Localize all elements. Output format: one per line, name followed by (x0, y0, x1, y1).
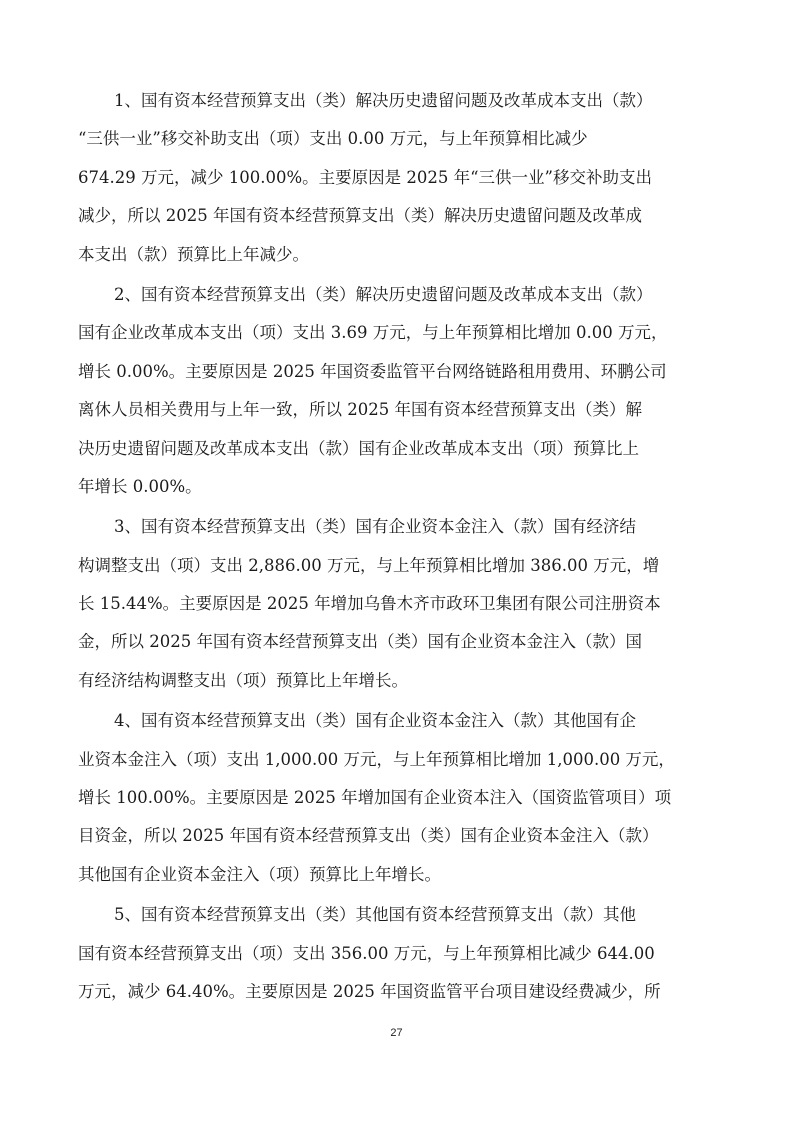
text-line: 长 15.44%。主要原因是 2025 年增加乌鲁木齐市政环卫集团有限公司注册资本 (78, 594, 661, 614)
document-body (78, 82, 718, 1013)
text-line: 5、国有资本经营预算支出（类）其他国有资本经营预算支出（款）其他 (114, 905, 636, 925)
text-line: 国有企业改革成本支出（项）支出 3.69 万元，与上年预算相比增加 0.00 万元， (78, 323, 668, 343)
text-line: 构调整支出（项）支出 2,886.00 万元，与上年预算相比增加 386.00 万元，增 (78, 555, 660, 575)
text-line: 3、国有资本经营预算支出（类）国有企业资本金注入（款）国有经济结 (114, 517, 636, 537)
text-line: 国有资本经营预算支出（项）支出 356.00 万元，与上年预算相比减少 644.00 (78, 943, 655, 963)
text-line: 1、国有资本经营预算支出（类）解决历史遗留问题及改革成本支出（款） (114, 91, 653, 110)
text-line: 决历史遗留问题及改革成本支出（款）国有企业改革成本支出（项）预算比上 (78, 438, 639, 458)
text-line: 减少，所以 2025 年国有资本经营预算支出（类）解决历史遗留问题及改革成 (78, 206, 642, 226)
text-line: “三供一业”移交补助支出（项）支出 0.00 万元，与上年预算相比减少 (78, 129, 588, 149)
paragraph-item-5 (78, 896, 718, 1011)
text-line: 目资金，所以 2025 年国有资本经营预算支出（类）国有企业资本金注入（款） (78, 826, 659, 846)
page-number: 27 (390, 1027, 403, 1039)
paragraph-item-2 (78, 276, 718, 506)
paragraph-item-4 (78, 702, 718, 894)
text-line: 增长 0.00%。主要原因是 2025 年国资委监管平台网络链路租用费用、环鹏公司 (78, 361, 667, 381)
text-line: 金，所以 2025 年国有资本经营预算支出（类）国有企业资本金注入（款）国 (78, 632, 642, 652)
text-line: 4、国有资本经营预算支出（类）国有企业资本金注入（款）其他国有企 (114, 711, 636, 731)
text-line: 离休人员相关费用与上年一致，所以 2025 年国有资本经营预算支出（类）解 (78, 400, 642, 420)
text-line: 万元，减少 64.40%。主要原因是 2025 年国资监管平台项目建设经费减少，所 (78, 981, 661, 1001)
text-line: 本支出（款）预算比上年减少。 (78, 244, 309, 264)
text-line: 年增长 0.00%。 (78, 476, 202, 496)
text-line: 674.29 万元，减少 100.00%。主要原因是 2025 年“三供一业”移交补助支出 (78, 167, 652, 187)
text-line: 其他国有企业资本金注入（项）预算比上年增长。 (78, 864, 441, 884)
text-line: 有经济结构调整支出（项）预算比上年增长。 (78, 670, 408, 690)
text-line: 增长 100.00%。主要原因是 2025 年增加国有企业资本注入（国资监管项目）项 (78, 788, 672, 808)
text-line: 2、国有资本经营预算支出（类）解决历史遗留问题及改革成本支出（款） (114, 284, 653, 304)
paragraph-item-1 (78, 82, 718, 274)
paragraph-item-3 (78, 508, 718, 700)
text-line: 业资本金注入（项）支出 1,000.00 万元，与上年预算相比增加 1,000.00 万元， (78, 749, 675, 769)
